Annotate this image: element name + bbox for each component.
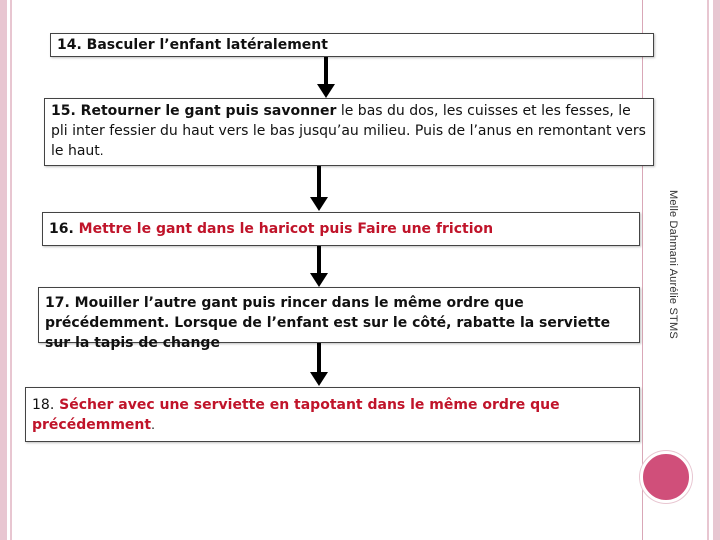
step-15-end: . <box>99 144 104 158</box>
step-16-box <box>42 212 640 246</box>
step-14-text: Basculer l’enfant latéralement <box>81 37 328 53</box>
step-16-text: Mettre le gant dans le haricot puis Faire une friction <box>73 221 494 237</box>
step-15-bold-text: Retourner le gant puis savonner <box>75 103 337 119</box>
step-18-text: Sécher avec une serviette en tapotant dans le même ordre que précédemment <box>32 397 560 433</box>
step-18-box <box>25 387 640 442</box>
divider-line <box>642 0 643 540</box>
step-18-end: . <box>151 418 155 432</box>
step-16-number: 16. <box>49 221 74 237</box>
step-17-text: Mouiller l’autre gant puis rincer dans le même ordre que précédemment. Lorsque de l’enfant est sur le côté, rabatte la serviette sur la tapis de change <box>45 295 611 351</box>
step-17-number: 17. <box>45 295 70 311</box>
step-14-number: 14. <box>57 37 82 53</box>
author-label: Melle Dahmani Aurélie STMS <box>667 190 679 339</box>
step-15-number: 15. <box>51 103 76 119</box>
arrow-17-18 <box>308 343 330 387</box>
step-15-text: le bas du dos, les cuisses et les fesses, le pli inter fessier du haut vers le bas jusqu’au milieu. Puis de l’anus en remontant vers le haut <box>51 103 646 159</box>
decorative-circle <box>640 451 692 503</box>
right-border <box>713 0 720 540</box>
step-15-box <box>44 98 654 166</box>
arrow-14-15 <box>315 57 337 99</box>
left-border <box>0 0 7 540</box>
divider-line-outer <box>707 0 709 540</box>
arrow-16-17 <box>308 246 330 288</box>
step-17-box <box>38 287 640 351</box>
arrow-15-16 <box>308 166 330 212</box>
step-14-box <box>50 33 654 57</box>
step-18-number: 18. <box>32 397 55 413</box>
